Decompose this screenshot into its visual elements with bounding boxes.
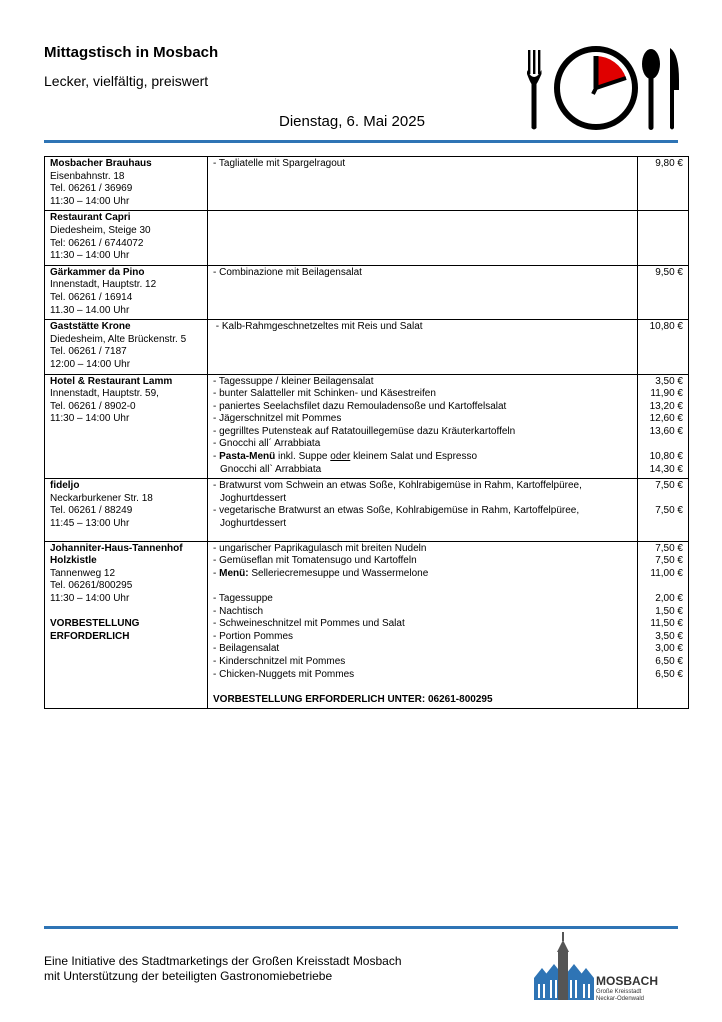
price-list	[638, 320, 689, 374]
dish-item: - Tagliatelle mit Spargelragout	[213, 158, 346, 169]
price-list	[638, 479, 689, 541]
table-row	[45, 265, 689, 319]
table-row	[45, 479, 689, 541]
preorder-phone-note: VORBESTELLUNG ERFORDERLICH UNTER: 06261-800295	[213, 693, 493, 705]
restaurant-hours: 11:30 – 14:00 Uhr	[50, 593, 130, 604]
mosbach-logo	[532, 930, 682, 1006]
menu-text: Selleriecremesuppe und Wassermelone	[248, 567, 429, 579]
dish-item: - Gnocchi all´ Arrabbiata	[213, 438, 321, 450]
restaurant-phone: Tel. 06261 / 8902-0	[50, 400, 136, 412]
dish-price: 7,50 €	[655, 542, 683, 554]
dish-item: - vegetarische Bratwurst an etwas Soße, Kohlrabigemüse in Rahm, Kartoffelpüree,	[213, 505, 580, 517]
restaurant-info	[45, 479, 208, 541]
lunch-menu-table	[44, 156, 689, 709]
table-row	[45, 541, 689, 709]
dish-item-continued: Joghurtdessert	[220, 492, 287, 504]
menu-item	[213, 568, 632, 581]
restaurant-phone: Tel. 06261 / 7187	[50, 346, 127, 358]
restaurant-name: Gärkammer da Pino	[50, 266, 145, 278]
restaurant-name: Restaurant Capri	[50, 212, 131, 224]
restaurant-hours: 11:30 – 14:00 Uhr	[50, 195, 130, 207]
logo-subtitle-line: Neckar-Odenwald	[596, 996, 645, 1002]
dish-price: 7,50 €	[655, 555, 683, 567]
restaurant-hours: 12:00 – 14:00 Uhr	[50, 358, 131, 370]
restaurant-address: Neckarburkener Str. 18	[50, 492, 153, 504]
dish-list	[208, 320, 638, 374]
dish-price: 2,00 €	[655, 593, 683, 604]
restaurant-address: Tannenweg 12	[50, 567, 116, 579]
restaurant-name-line2: Holzkistle	[50, 555, 97, 567]
dish-price: 7,50 €	[655, 480, 683, 492]
dish-price: 1,50 €	[655, 605, 683, 617]
restaurant-info	[45, 211, 208, 265]
dish-price: 3,50 €	[655, 375, 683, 387]
restaurant-hours: 11:30 – 14:00 Uhr	[50, 413, 130, 425]
header-divider	[44, 140, 678, 143]
dish-list	[208, 374, 638, 479]
pasta-menu-text-end: kleinem Salat und Espresso	[350, 451, 478, 463]
dish-item: - Nachtisch	[213, 605, 264, 617]
dish-item: - ungarischer Paprikagulasch mit breiten Nudeln	[213, 542, 427, 554]
dish-price: 9,80 €	[655, 158, 683, 169]
dish-item: - Jägerschnitzel mit Pommes	[213, 413, 342, 425]
dish-item: - bunter Salatteller mit Schinken- und Käsestreifen	[213, 388, 436, 400]
dish-price: 11,00 €	[650, 567, 683, 579]
dish-item-continued: Joghurtdessert	[220, 518, 287, 530]
pasta-menu-text: inkl. Suppe	[275, 451, 331, 463]
logo-subtitle	[596, 989, 644, 1003]
pasta-menu-or: oder	[330, 451, 351, 463]
price-list	[638, 157, 689, 211]
dish-list	[208, 157, 638, 211]
spacer	[50, 606, 202, 619]
dish-item: - Kinderschnitzel mit Pommes	[213, 655, 346, 667]
footer-text	[44, 954, 402, 984]
menu-date: Dienstag, 6. Mai 2025	[279, 113, 425, 130]
dish-item: - Tagessuppe	[213, 593, 273, 604]
dish-item: - Portion Pommes	[213, 630, 294, 642]
restaurant-info	[45, 265, 208, 319]
dish-item: - Gemüseflan mit Tomatensugo und Kartoffeln	[213, 555, 417, 567]
restaurant-name: fideljo	[50, 480, 80, 492]
logo-subtitle-line: Große Kreisstadt	[596, 989, 642, 995]
menu-label: Menü:	[219, 567, 249, 579]
preorder-note: VORBESTELLUNG	[50, 618, 140, 630]
dish-item: - Bratwurst vom Schwein an etwas Soße, Kohlrabigemüse in Rahm, Kartoffelpüree,	[213, 480, 582, 492]
restaurant-name: Mosbacher Brauhaus	[50, 158, 152, 169]
dish-item: - paniertes Seelachsfilet dazu Remouladensoße und Kartoffelsalat	[213, 400, 507, 412]
cutlery-clock-icon	[522, 40, 682, 136]
table-row	[45, 320, 689, 374]
table-row	[45, 211, 689, 265]
dish-item: - Tagessuppe / kleiner Beilagensalat	[213, 375, 374, 387]
price-list	[638, 265, 689, 319]
dish-list	[208, 211, 638, 265]
footer-line: Eine Initiative des Stadtmarketings der Großen Kreisstadt Mosbach	[44, 954, 402, 968]
dish-price: 10,80 €	[649, 451, 683, 463]
dish-item: - Schweineschnitzel mit Pommes und Salat	[213, 618, 405, 630]
restaurant-info	[45, 374, 208, 479]
price-spacer	[643, 438, 683, 451]
restaurant-info	[45, 157, 208, 211]
price-list	[638, 211, 689, 265]
dish-item: - Beilagensalat	[213, 643, 280, 655]
dish-item: - Chicken-Nuggets mit Pommes	[213, 668, 355, 680]
restaurant-phone: Tel. 06261 / 36969	[50, 183, 133, 195]
restaurant-phone: Tel: 06261 / 6744072	[50, 237, 144, 249]
dish-price: 3,50 €	[655, 630, 683, 642]
restaurant-info	[45, 320, 208, 374]
restaurant-address: Diedesheim, Steige 30	[50, 224, 151, 236]
dish-price: 3,00 €	[655, 643, 683, 655]
pasta-menu-label: Pasta-Menü	[219, 451, 276, 463]
dish-price: 11,50 €	[650, 618, 683, 630]
dish-price: 7,50 €	[655, 505, 683, 517]
restaurant-hours: 11:45 – 13:00 Uhr	[50, 518, 130, 530]
dish-list	[208, 479, 638, 541]
restaurant-name: Johanniter-Haus-Tannenhof	[50, 542, 183, 554]
restaurant-hours: 11.30 – 14.00 Uhr	[50, 304, 130, 316]
footer-line: mit Unterstützung der beteiligten Gastronomiebetriebe	[44, 969, 333, 983]
restaurant-name: Gaststätte Krone	[50, 321, 131, 333]
page-title: Mittagstisch in Mosbach	[44, 44, 219, 61]
spacer	[213, 681, 632, 694]
price-list	[638, 374, 689, 479]
pasta-prefix: -	[213, 451, 220, 463]
footer-divider	[44, 926, 678, 929]
restaurant-name: Hotel & Restaurant Lamm	[50, 375, 173, 387]
restaurant-address: Diedesheim, Alte Brückenstr. 5	[50, 333, 187, 345]
restaurant-address: Innenstadt, Hauptstr. 59,	[50, 388, 159, 400]
pasta-menu-item	[213, 451, 632, 464]
dish-list	[208, 541, 638, 709]
dish-item: - Kalb-Rahmgeschnetzeltes mit Reis und Salat	[213, 321, 423, 333]
pasta-menu-sub-item: Gnocchi all` Arrabbiata	[220, 463, 322, 475]
dish-price: 12,60 €	[649, 413, 683, 425]
spacer	[213, 580, 632, 593]
dish-price: 11,90 €	[650, 388, 683, 400]
table-row	[45, 157, 689, 211]
dish-price: 13,60 €	[649, 425, 683, 437]
dish-list	[208, 265, 638, 319]
page-subtitle: Lecker, vielfältig, preiswert	[44, 73, 209, 89]
dish-price: 13,20 €	[649, 400, 683, 412]
restaurant-phone: Tel. 06261 / 16914	[50, 291, 133, 303]
preorder-note-line2: ERFORDERLICH	[50, 630, 130, 642]
restaurant-hours: 11:30 – 14:00 Uhr	[50, 250, 130, 262]
price-list	[638, 541, 689, 709]
restaurant-phone: Tel. 06261/800295	[50, 580, 133, 592]
logo-wordmark: MOSBACH	[596, 974, 658, 988]
restaurant-address: Innenstadt, Hauptstr. 12	[50, 279, 157, 291]
dish-price: 10,80 €	[649, 321, 683, 333]
town-skyline-icon	[532, 930, 594, 1006]
price-spacer	[643, 580, 683, 593]
dish-price: 9,50 €	[655, 266, 683, 278]
table-row	[45, 374, 689, 479]
menu-prefix: -	[213, 567, 220, 579]
dish-item: - Combinazione mit Beilagensalat	[213, 266, 362, 278]
restaurant-info	[45, 541, 208, 709]
restaurant-address: Eisenbahnstr. 18	[50, 170, 125, 182]
dish-item: - gegrilltes Putensteak auf Ratatouillegemüse dazu Kräuterkartoffeln	[213, 425, 516, 437]
dish-price: 6,50 €	[655, 668, 683, 680]
restaurant-phone: Tel. 06261 / 88249	[50, 505, 133, 517]
price-spacer	[643, 493, 683, 506]
dish-price: 14,30 €	[649, 463, 683, 475]
dish-price: 6,50 €	[655, 655, 683, 667]
